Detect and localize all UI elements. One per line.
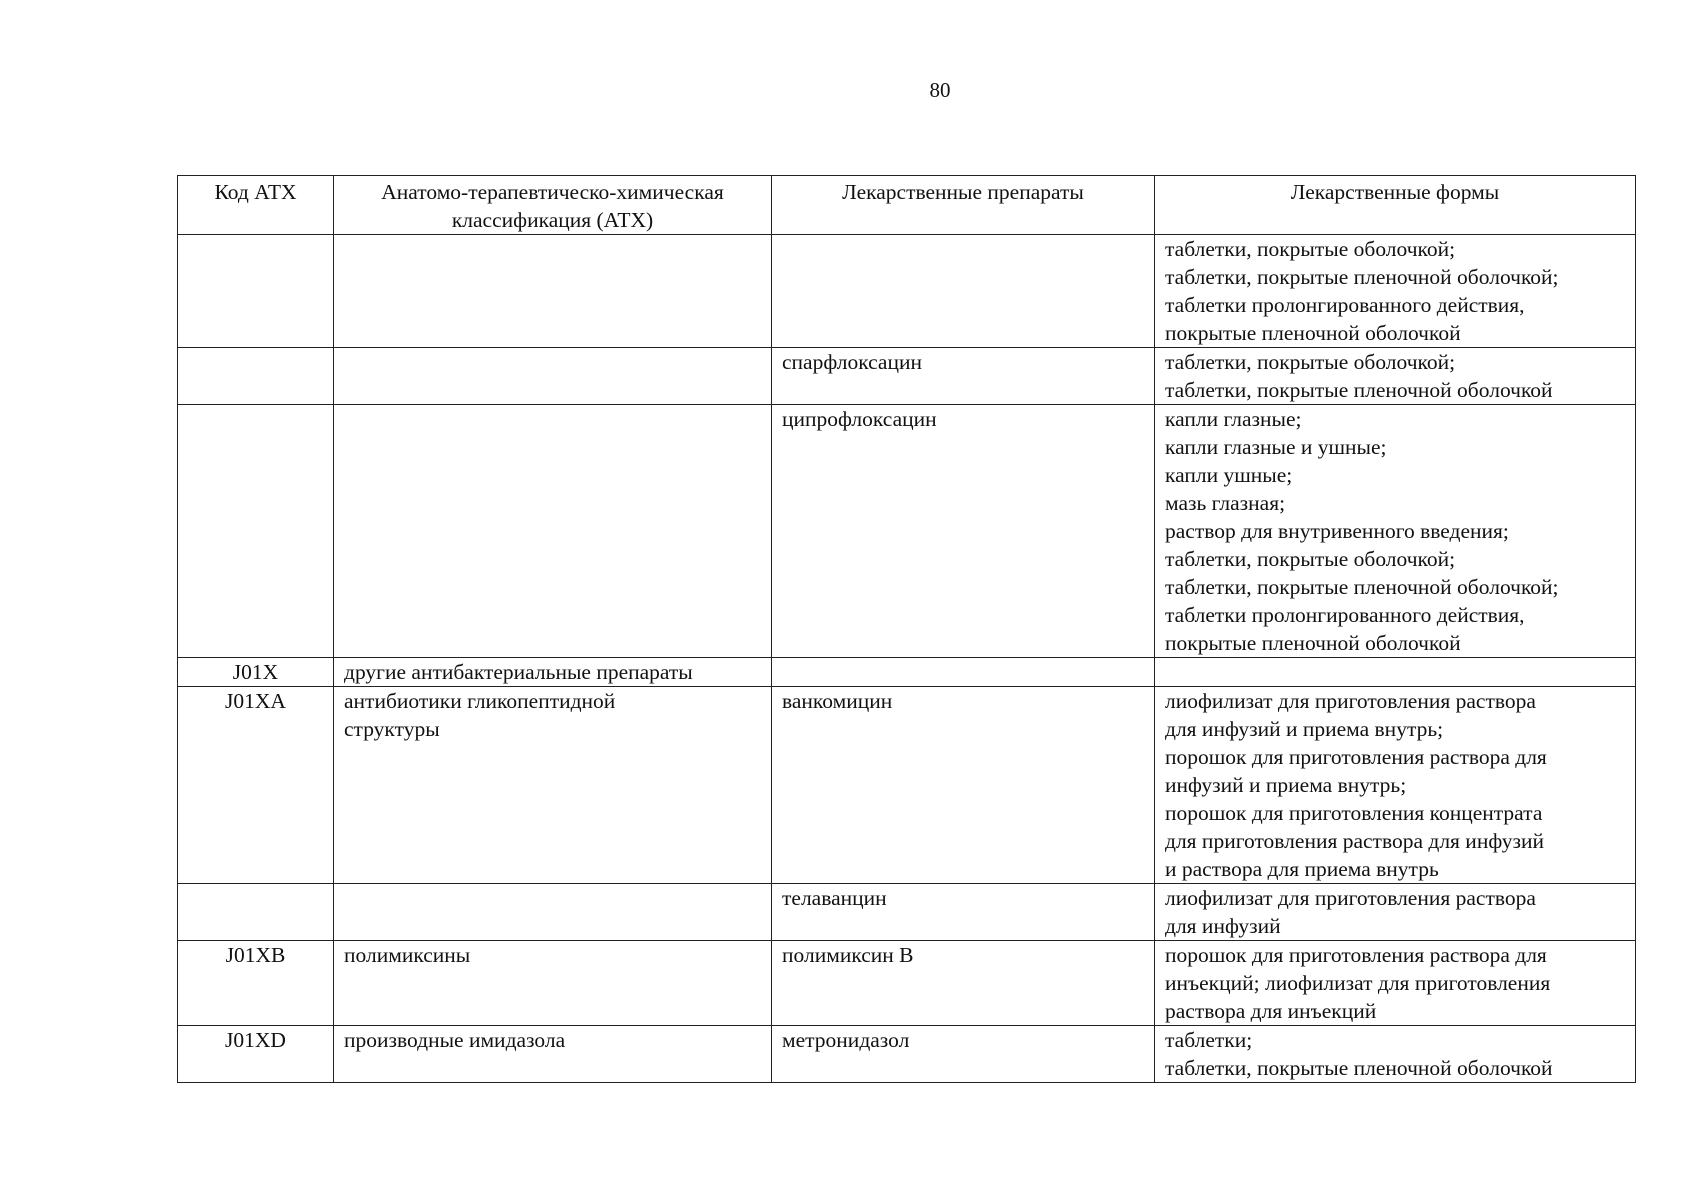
cell-drug: полимиксин В: [772, 941, 1155, 1026]
cell-forms: капли глазные; капли глазные и ушные; капли ушные; мазь глазная; раствор для внутривенного введения; таблетки, покрытые оболочкой; таблетки, покрытые пленочной оболочкой; таблетки пролонгированного действия, покрытые пленочной оболочкой: [1155, 405, 1636, 658]
header-drugs: Лекарственные препараты: [772, 176, 1155, 235]
cell-drug: ванкомицин: [772, 687, 1155, 884]
cell-code: [178, 348, 334, 405]
cell-drug: ципрофлоксацин: [772, 405, 1155, 658]
cell-classification: антибиотики гликопептидной структуры: [334, 687, 772, 884]
cell-classification: [334, 348, 772, 405]
cell-forms: таблетки, покрытые оболочкой; таблетки, покрытые пленочной оболочкой; таблетки пролонгированного действия, покрытые пленочной оболочкой: [1155, 235, 1636, 348]
cell-classification: [334, 405, 772, 658]
cell-classification: [334, 884, 772, 941]
header-classification: Анатомо-терапевтическо-химическая классификация (АТХ): [334, 176, 772, 235]
cell-code: J01XA: [178, 687, 334, 884]
table-row: [178, 941, 1636, 1026]
cell-classification: производные имидазола: [334, 1026, 772, 1083]
table-row: [178, 884, 1636, 941]
cell-drug: метронидазол: [772, 1026, 1155, 1083]
cell-forms: порошок для приготовления раствора для инъекций; лиофилизат для приготовления раствора для инъекций: [1155, 941, 1636, 1026]
table-row: [178, 1026, 1636, 1083]
header-code: Код АТХ: [178, 176, 334, 235]
cell-code: J01XB: [178, 941, 334, 1026]
cell-forms: таблетки, покрытые оболочкой; таблетки, покрытые пленочной оболочкой: [1155, 348, 1636, 405]
atx-table: [177, 175, 1636, 1083]
cell-classification: другие антибактериальные препараты: [334, 658, 772, 687]
header-forms: Лекарственные формы: [1155, 176, 1636, 235]
cell-code: [178, 884, 334, 941]
table-row: [178, 348, 1636, 405]
cell-drug: спарфлоксацин: [772, 348, 1155, 405]
cell-code: J01XD: [178, 1026, 334, 1083]
cell-code: [178, 235, 334, 348]
cell-classification: полимиксины: [334, 941, 772, 1026]
table-row: [178, 235, 1636, 348]
table-row: [178, 687, 1636, 884]
cell-drug: [772, 235, 1155, 348]
cell-code: J01X: [178, 658, 334, 687]
cell-drug: телаванцин: [772, 884, 1155, 941]
table-row: [178, 405, 1636, 658]
table-row: [178, 658, 1636, 687]
cell-forms: таблетки; таблетки, покрытые пленочной оболочкой: [1155, 1026, 1636, 1083]
cell-classification: [334, 235, 772, 348]
cell-forms: [1155, 658, 1636, 687]
page-number: 80: [929, 78, 951, 102]
cell-forms: лиофилизат для приготовления раствора для инфузий: [1155, 884, 1636, 941]
table-header-row: [178, 176, 1636, 235]
cell-forms: лиофилизат для приготовления раствора для инфузий и приема внутрь; порошок для приготовления раствора для инфузий и приема внутрь; порошок для приготовления концентрата для приготовления раствора для инфузий и раствора для приема внутрь: [1155, 687, 1636, 884]
cell-code: [178, 405, 334, 658]
cell-drug: [772, 658, 1155, 687]
